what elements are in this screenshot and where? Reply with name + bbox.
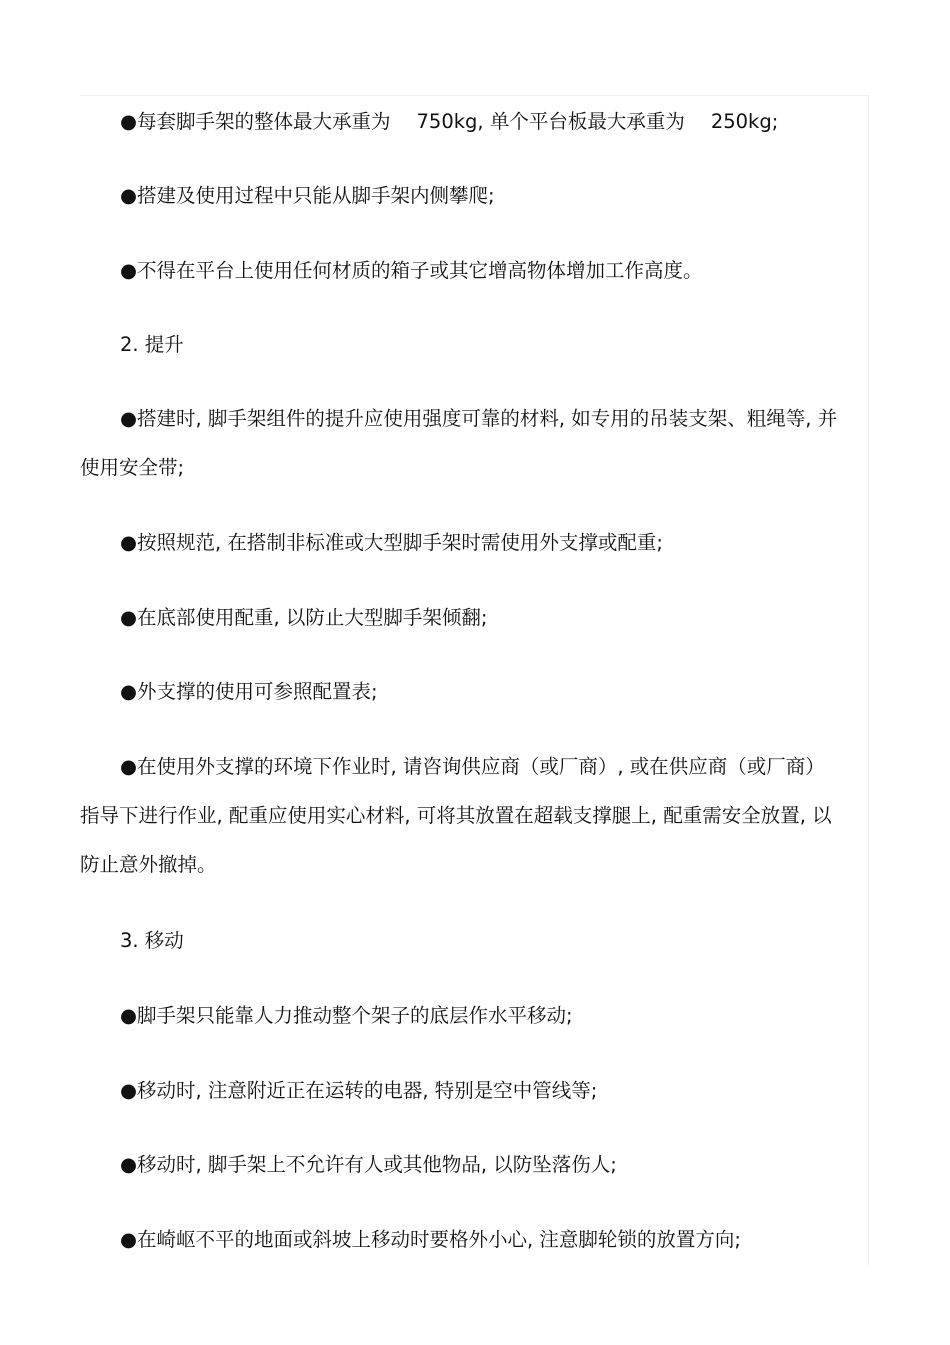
paragraph-manual-push: ●脚手架只能靠人力推动整个架子的底层作水平移动;	[120, 1004, 573, 1027]
paragraph-climb-inside: ●搭建及使用过程中只能从脚手架内侧攀爬;	[120, 184, 495, 207]
paragraph-outriggers: ●按照规范, 在搭制非标准或大型脚手架时需使用外支撑或配重;	[120, 531, 663, 554]
section-heading-moving: 3. 移动	[120, 929, 184, 952]
text-run: 单个平台板最大承重为	[489, 110, 685, 133]
paragraph-electrical-caution: ●移动时, 注意附近正在运转的电器, 特别是空中管线等;	[120, 1079, 598, 1102]
paragraph-uneven-ground: ●在崎岖不平的地面或斜坡上移动时要格外小心, 注意脚轮锁的放置方向;	[120, 1228, 741, 1251]
text-run: 250kg;	[710, 110, 779, 133]
paragraph-config-table: ●外支撑的使用可参照配置表;	[120, 680, 378, 703]
section-heading-lifting: 2. 提升	[120, 333, 184, 356]
paragraph-ballast: ●在底部使用配重, 以防止大型脚手架倾翻;	[120, 606, 488, 629]
text-run: 750kg,	[416, 110, 484, 133]
paragraph-lifting-materials: ●搭建时, 脚手架组件的提升应使用强度可靠的材料, 如专用的吊装支架、粗绳等, 并使用安全带;	[80, 407, 838, 479]
paragraph-no-people: ●移动时, 脚手架上不允许有人或其他物品, 以防坠落伤人;	[120, 1153, 617, 1176]
text-run: ●每套脚手架的整体最大承重为	[120, 110, 391, 133]
paragraph-consult-supplier: ●在使用外支撑的环境下作业时, 请咨询供应商（或厂商）, 或在供应商（或厂商）指导下进行作业, 配重应使用实心材料, 可将其放置在超载支撑腿上, 配重需安全放置, 以防止意外撤掉。	[80, 755, 832, 876]
paragraph-no-boxes: ●不得在平台上使用任何材质的箱子或其它增高物体增加工作高度。	[120, 259, 703, 282]
paragraph-max-load	[80, 97, 840, 146]
